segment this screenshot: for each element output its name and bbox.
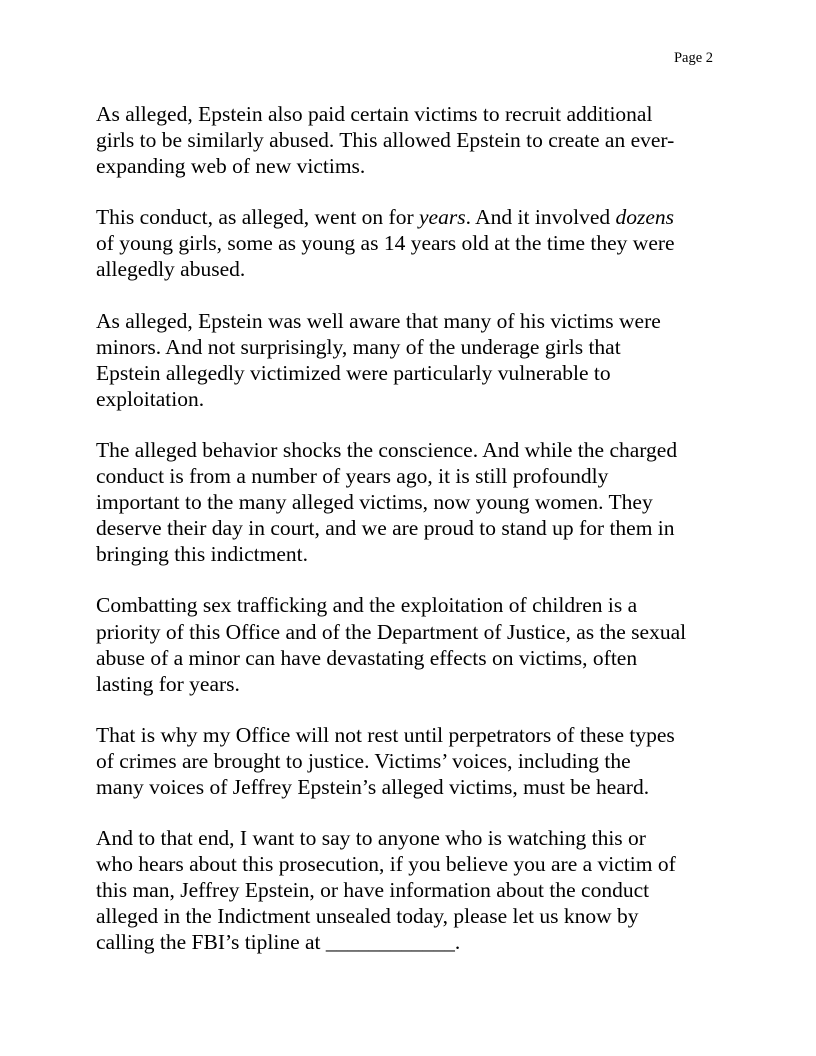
text-line: girls to be similarly abused. This allowed Epstein to create an ever- bbox=[96, 128, 675, 153]
text-line: exploitation. bbox=[96, 386, 205, 411]
text-line: calling the FBI’s tipline at ____________. bbox=[96, 930, 461, 955]
text-line: priority of this Office and of the Department of Justice, as the sexual bbox=[96, 619, 687, 644]
paragraph-minors bbox=[96, 308, 736, 412]
paragraph-tipline bbox=[96, 825, 736, 955]
text-line bbox=[96, 204, 736, 230]
text-line: bringing this indictment. bbox=[96, 542, 308, 567]
text-line: And to that end, I want to say to anyone who is watching this or bbox=[96, 826, 646, 851]
text-line: of crimes are brought to justice. Victims’ voices, including the bbox=[96, 748, 631, 773]
text-line: Epstein allegedly victimized were particularly vulnerable to bbox=[96, 360, 611, 385]
text-line: The alleged behavior shocks the conscience. And while the charged bbox=[96, 437, 678, 462]
text-line: alleged in the Indictment unsealed today, please let us know by bbox=[96, 904, 639, 929]
text-fragment: This conduct, as alleged, went on for bbox=[96, 205, 420, 230]
emphasis-dozens: dozens bbox=[615, 205, 675, 230]
text-line: allegedly abused. bbox=[96, 257, 246, 282]
text-line: minors. And not surprisingly, many of the underage girls that bbox=[96, 334, 621, 359]
text-fragment: . And it involved bbox=[465, 205, 616, 230]
text-line: That is why my Office will not rest until perpetrators of these types bbox=[96, 722, 675, 747]
text-line: conduct is from a number of years ago, it is still profoundly bbox=[96, 464, 609, 489]
text-line: deserve their day in court, and we are proud to stand up for them in bbox=[96, 516, 675, 541]
paragraph-priority bbox=[96, 592, 736, 696]
text-line: Combatting sex trafficking and the exploitation of children is a bbox=[96, 593, 638, 618]
text-line: As alleged, Epstein also paid certain victims to recruit additional bbox=[96, 102, 653, 126]
text-line: expanding web of new victims. bbox=[96, 154, 366, 179]
text-line: lasting for years. bbox=[96, 671, 240, 696]
text-line: As alleged, Epstein was well aware that many of his victims were bbox=[96, 308, 661, 333]
paragraph-recruitment bbox=[96, 101, 736, 179]
paragraph-conscience bbox=[96, 437, 736, 567]
text-line: many voices of Jeffrey Epstein’s alleged victims, must be heard. bbox=[96, 774, 650, 799]
paragraph-justice bbox=[96, 722, 736, 800]
text-line: who hears about this prosecution, if you believe you are a victim of bbox=[96, 852, 676, 877]
text-line: this man, Jeffrey Epstein, or have information about the conduct bbox=[96, 878, 650, 903]
page-number: Page 2 bbox=[673, 50, 713, 66]
paragraph-duration bbox=[96, 204, 736, 282]
text-line: important to the many alleged victims, now young women. They bbox=[96, 490, 653, 515]
emphasis-years: years bbox=[419, 205, 466, 230]
text-line: abuse of a minor can have devastating effects on victims, often bbox=[96, 645, 638, 670]
document-body bbox=[96, 101, 736, 981]
text-line: of young girls, some as young as 14 years old at the time they were bbox=[96, 231, 675, 256]
